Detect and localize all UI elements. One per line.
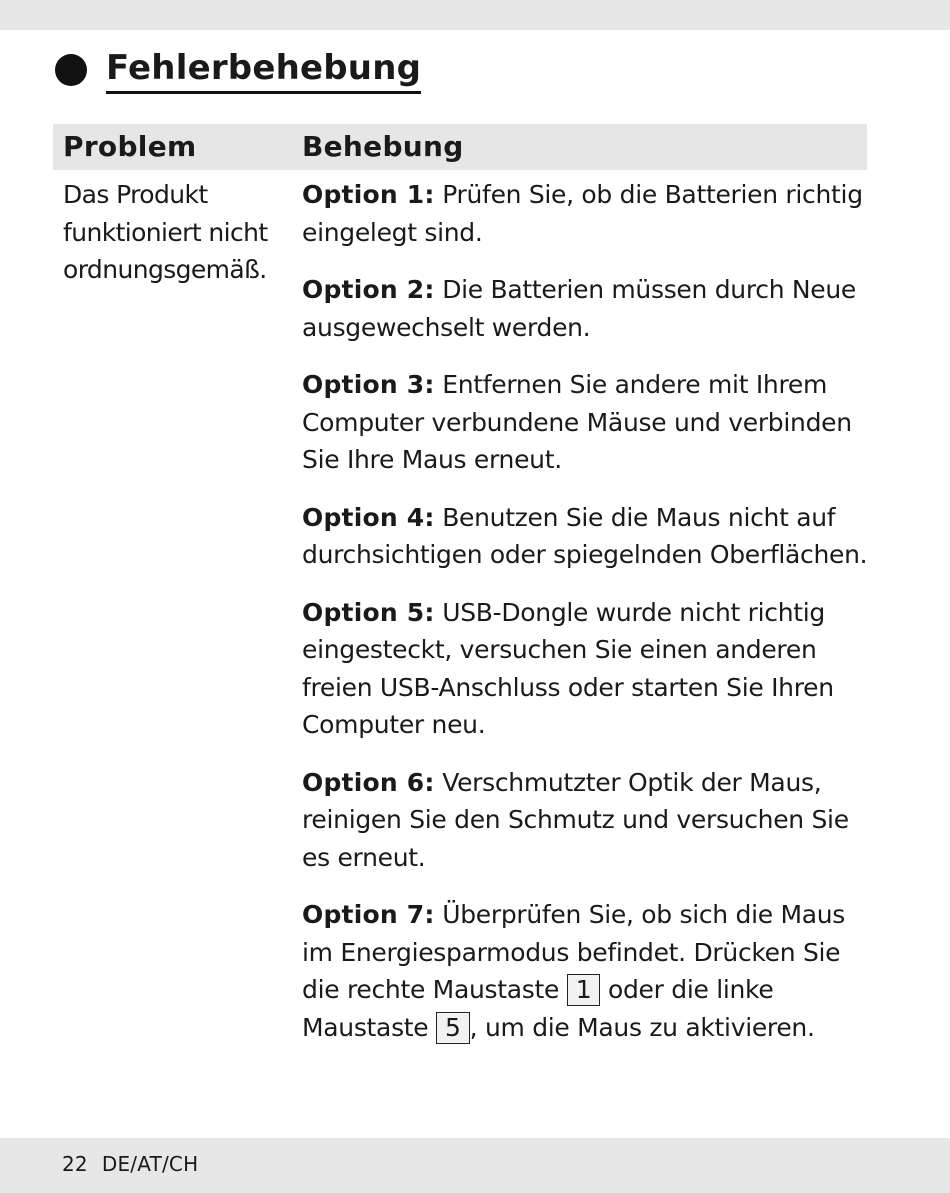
problem-text-line: funktioniert nicht [63, 217, 268, 247]
option-7 [302, 896, 872, 1046]
column-header-problem: Problem [63, 130, 197, 163]
section-heading [55, 46, 421, 94]
page-number: 22 [62, 1152, 88, 1176]
option-2 [302, 271, 872, 346]
option-label: Option 2: [302, 275, 435, 304]
option-label: Option 1: [302, 180, 435, 209]
fix-options-list [302, 176, 872, 1066]
option-4 [302, 499, 872, 574]
page-footer [62, 1152, 198, 1176]
option-text: Benutzen Sie die Maus nicht auf durchsichtigen oder spiegelnden Oberflächen. [302, 502, 868, 569]
option-text: Prüfen Sie, ob die Batterien richtig eingelegt sind. [302, 180, 863, 247]
option-text: Entfernen Sie andere mit Ihrem Computer verbundene Mäuse und verbinden Sie Ihre Maus erneut. [302, 370, 852, 474]
key-reference-right-button: 1 [567, 974, 601, 1006]
table-header-row [53, 124, 867, 170]
region-code: DE/AT/CH [101, 1152, 199, 1176]
option-label: Option 5: [302, 597, 435, 627]
option-6 [302, 764, 872, 877]
option-text: Überprüfen Sie, ob sich die Maus im Energiesparmodus befindet. Drücken Sie die rechte Maustaste [302, 900, 846, 1004]
option-text: USB-Dongle wurde nicht richtig eingesteckt, versuchen Sie einen anderen freien USB-Anschluss oder starten Sie Ihren Computer neu. [302, 597, 834, 739]
key-reference-left-button: 5 [436, 1012, 470, 1044]
problem-text-line: ordnungsgemäß. [63, 255, 267, 284]
option-label: Option 3: [302, 370, 435, 399]
problem-cell [63, 176, 289, 289]
option-label: Option 6: [302, 767, 435, 797]
option-text: , um die Maus zu aktivieren. [469, 1012, 815, 1042]
option-5 [302, 594, 872, 744]
option-label: Option 4: [302, 502, 435, 532]
top-margin-band [0, 0, 950, 30]
bullet-dot-icon [55, 54, 87, 86]
option-1 [302, 176, 872, 251]
section-title: Fehlerbehebung [106, 46, 421, 94]
option-text: oder die linke Maustaste [302, 975, 774, 1042]
option-3 [302, 366, 872, 479]
option-text: Die Batterien müssen durch Neue ausgewechselt werden. [302, 275, 856, 342]
column-header-fix: Behebung [302, 130, 464, 163]
option-text: Verschmutzter Optik der Maus, reinigen Sie den Schmutz und versuchen Sie es erneut. [302, 767, 849, 872]
option-label: Option 7: [302, 900, 435, 929]
problem-text-line: Das Produkt [63, 180, 208, 209]
